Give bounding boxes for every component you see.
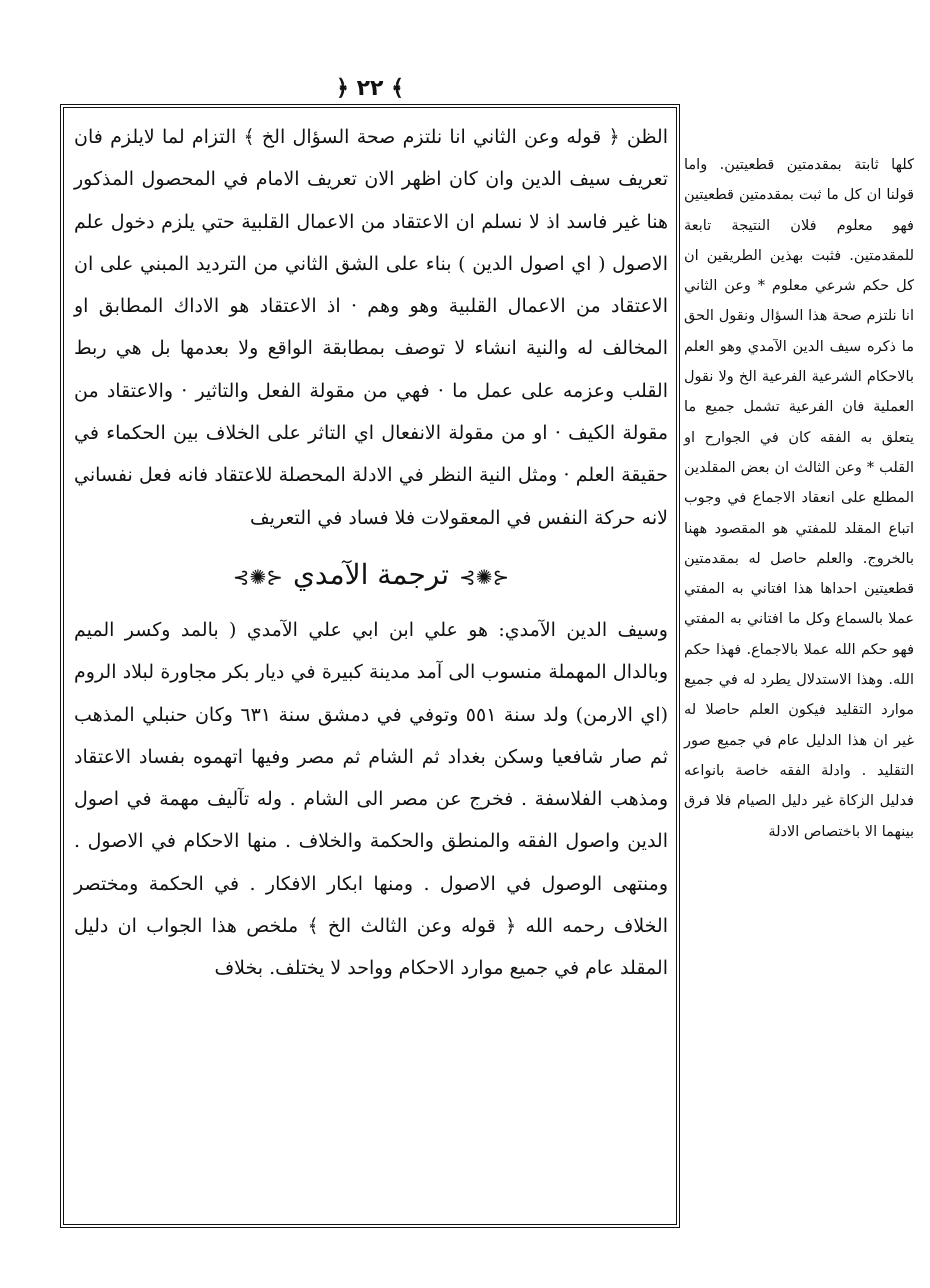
- section-heading: [74, 553, 668, 599]
- margin-note: كلها ثابتة بمقدمتين قطعيتين. واما قولنا ان كل ما ثبت بمقدمتين قطعيتين فهو معلوم فلان النتيجة تابعة للمقدمتين. فثبت بهذين الطريقين ان كل حكم شرعي معلوم * وعن الثاني انا نلتزم صحة هذا السؤال ونقول الحق ما ذكره سيف الدين الآمدي وهو العلم بالاحكام الشرعية الفرعية الخ ولا نقول العملية فان الفرعية تشمل جميع ما يتعلق به الفقه كان في الجوارح او القلب * وعن الثالث ان بعض المقلدين المطلع على انعقاد الاجماع في وجوب اتباع المقلد للمفتي هو المقصود ههنا بالخروج. والعلم حاصل له بمقدمتين قطعيتين احداها هذا افتاني به المفتي عملا بالسماع وكل ما افتاني به المفتي فهو حكم الله عملا بالاجماع. فهذا حكم الله. وهذا الاستدلال يطرد له في جميع موارد التقليد فيكون العلم حاصلا له غير ان هذا الدليل عام في جميع صور التقليد . وادلة الفقه خاصة بانواعه فدليل الزكاة غير دليل الصيام فلا فرق بينهما الا باختصاص الادلة: [684, 157, 914, 840]
- ornament-icon: ⊰✺⊱: [459, 564, 510, 589]
- page-number: ﴾ ٢٢ ﴿: [336, 76, 404, 101]
- margin-commentary: [684, 150, 914, 847]
- main-text: [74, 116, 668, 990]
- main-paragraph: وسيف الدين الآمدي: هو علي ابن ابي علي الآمدي ( بالمد وكسر الميم وبالدال المهملة منسوب الى آمد مدينة كبيرة في ديار بكر مجاورة لبلاد الروم (اي الارمن) ولد سنة ٥٥١ وتوفي في دمشق سنة ٦٣١ وكان حنبلي المذهب ثم صار شافعيا وسكن بغداد ثم الشام ثم مصر وفيها اتهموه بفساد الاعتقاد ومذهب الفلاسفة . فخرج عن مصر الى الشام . وله تآليف مهمة في اصول الدين واصول الفقه والمنطق والحكمة والخلاف . منها الاحكام في الاصول . ومنتهى الوصول في الاصول . ومنها ابكار الافكار . في الحكمة ومختصر الخلاف رحمه الله ﴿ قوله وعن الثالث الخ ﴾ ملخص هذا الجواب ان دليل المقلد عام في جميع موارد الاحكام وواحد لا يختلف. بخلاف: [74, 618, 668, 980]
- section-heading-text: ترجمة الآمدي: [292, 557, 449, 591]
- ornament-icon: ⊰✺⊱: [232, 564, 283, 589]
- main-paragraph: الظن ﴿ قوله وعن الثاني انا نلتزم صحة السؤال الخ ﴾ التزام لما لايلزم فان تعريف سيف الدين وان كان اظهر الان تعريف الامام في المحصول المذكور هنا غير فاسد اذ لا نسلم ان الاعتقاد من الاعمال القلبية حتي يلزم دخول علم الاصول ( اي اصول الدين ) بناء على الشق الثاني من الترديد المبني على ان الاعتقاد من الاعمال القلبية وهو وهم · اذ الاعتقاد هو الاداك المطابق او المخالف له والنية انشاء لا توصف بمطابقة الواقع ولا بعدمها بل هي ربط القلب وعزمه على عمل ما · فهي من مقولة الفعل والتاثير · والاعتقاد من مقولة الكيف · او من مقولة الانفعال اي التاثر على الخلاف بين الحكماء في حقيقة العلم · ومثل النية النظر في الادلة المحصلة للاعتقاد فانه فعل نفساني لانه حركة النفس في المعقولات فلا فساد في التعريف: [74, 126, 668, 529]
